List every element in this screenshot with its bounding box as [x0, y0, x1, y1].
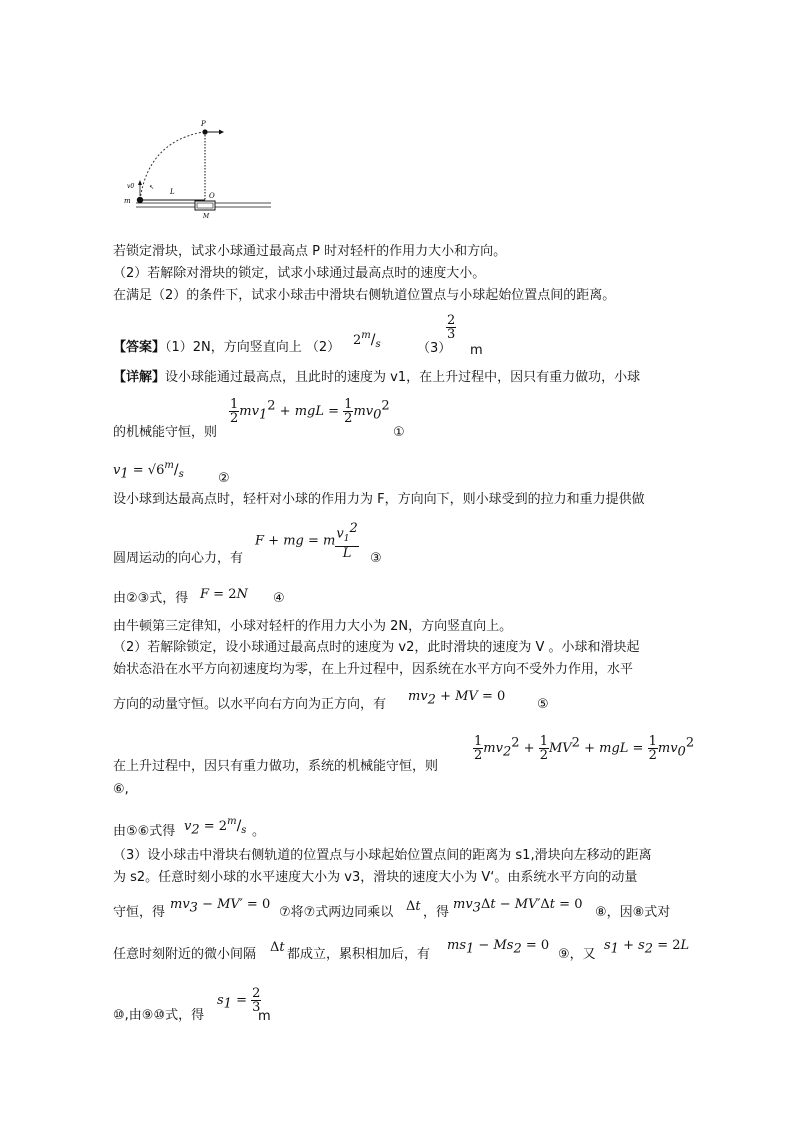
equation-3: F + mg = m $\frac{v_1^2}{L}$	[255, 521, 358, 561]
problem-line-1: 若锁定滑块，试求小球通过最高点 P 时对轻杆的作用力大小和方向。	[113, 244, 507, 259]
circle-6: ⑥,	[113, 782, 129, 797]
detail-line-4: 圆周运动的向心力，有	[113, 551, 244, 566]
equation-1: $\frac{1}{2}$ $mv_1^2$ + mgL = $\frac{1}{2}$ $mv_0^2$	[230, 397, 390, 426]
detail-line-11-end: 。	[252, 824, 266, 839]
circle-5: ⑤	[537, 697, 549, 712]
label-p: P	[201, 120, 206, 128]
label-big-m: M	[203, 213, 210, 220]
equation-4: F = 2N	[200, 587, 248, 602]
detail-line-16-unit: m	[258, 1009, 271, 1024]
physics-diagram	[118, 112, 278, 222]
detail-line-7: （2）若解除锁定，设小球通过最高点时的速度为 v2，此时滑块的速度为 V 。小球和滑块起	[113, 640, 640, 655]
detail-line-8: 始状态沿在水平方向初速度均为零，在上升过程中，因系统在水平方向不受外力作用，水平	[113, 662, 634, 677]
detail-line-13: 为 s2。任意时刻小球的水平速度大小为 v3，滑块的速度大小为 V‘。由系统水平方向的动量	[113, 870, 638, 885]
detail-line-9: 方向的动量守恒。以水平向右方向为正方向，有	[113, 697, 387, 712]
label-l: L	[170, 188, 175, 196]
detail-line-14c: ，得	[423, 905, 450, 920]
equation-10: $s_1 + s_2 = 2L$	[604, 938, 690, 957]
detail-line-15b: 都成立，累积相加后，有	[287, 947, 431, 962]
detail-line-11: 由⑤⑥式得	[113, 824, 176, 839]
detail-line-5: 由②③式，得	[113, 591, 189, 606]
point-p	[202, 129, 207, 134]
equation-6: $\frac{1}{2}$ $mv_2^2$ + $\frac{1}{2}$ $MV^2$ + mgL = $\frac{1}{2}$ $mv_0^2$	[474, 734, 695, 763]
detail-line-6: 由牛顿第三定律知，小球对轻杆的作用力大小为 2N，方向竖直向上。	[113, 619, 513, 634]
equation-7: $mv_3 - MV' = 0$	[170, 897, 271, 916]
svg-text:↖: ↖	[149, 184, 155, 191]
delta-t-1: Δt	[406, 899, 421, 914]
circle-4: ④	[273, 591, 285, 606]
label-m: m	[124, 197, 131, 205]
label-v0: v0	[127, 183, 135, 190]
circle-3: ③	[370, 551, 382, 566]
detail-line-16: ⑩,由⑨⑩式，得	[113, 1008, 205, 1023]
detail-line-10: 在上升过程中，因只有重力做功，系统的机械能守恒，则	[113, 759, 439, 774]
answer-tag: 【答案】	[113, 340, 166, 355]
circle-1: ①	[393, 425, 405, 440]
detail-line-12: （3）设小球击中滑块右侧轨道的位置点与小球起始位置点间的距离为 s1,滑块向左移动的距离	[113, 848, 652, 863]
answer-3-label: （3）	[417, 341, 452, 356]
detail-line-14a: 守恒，得	[113, 905, 166, 920]
label-o: O	[209, 192, 215, 200]
equation-5: $mv_2$ + MV = 0	[408, 689, 506, 708]
equation-s1: $s_1$ = $\frac{2}{3}$	[217, 986, 261, 1015]
problem-line-2: （2）若解除对滑块的锁定，试求小球通过最高点时的速度大小。	[113, 266, 486, 281]
detail-line-14b: ⑦将⑦式两边同乘以	[279, 905, 394, 920]
circle-2: ②	[218, 471, 230, 486]
equation-v2: $v_2 = 2^m/_s$	[184, 816, 247, 838]
ball-m	[137, 197, 143, 203]
detail-line-15c: ⑨，又	[558, 947, 596, 962]
detail-line-2: 的机械能守恒，则	[113, 425, 218, 440]
equation-8: $mv_3\Delta t - MV'\Delta t = 0$	[453, 897, 583, 916]
detail-line-3: 设小球到达最高点时，轻杆对小球的作用力为 F，方向向下，则小球受到的拉力和重力提供做	[113, 492, 645, 507]
answer-line: 【答案】（1）2N，方向竖直向上 （2）	[113, 340, 341, 355]
answer-2-value: $2^m/_s$	[353, 330, 381, 350]
delta-t-2: Δt	[270, 940, 285, 955]
answer-3-fraction: $\frac{2}{3}$	[447, 313, 456, 342]
detail-line-15a: 任意时刻附近的微小间隔	[113, 947, 257, 962]
detail-line-14d: ⑧，因⑧式对	[595, 905, 671, 920]
slider-m	[195, 201, 215, 210]
detail-line-1: 【详解】设小球能通过最高点，且此时的速度为 v1，在上升过程中，因只有重力做功，小球	[113, 370, 641, 385]
equation-2: $v_1 = √6^m/_s$	[113, 460, 184, 482]
equation-9: $ms_1 - Ms_2 = 0$	[447, 938, 550, 957]
problem-line-3: 在满足（2）的条件下，试求小球击中滑块右侧轨道位置点与小球起始位置点间的距离。	[113, 288, 616, 303]
answer-3-unit: m	[470, 343, 483, 358]
